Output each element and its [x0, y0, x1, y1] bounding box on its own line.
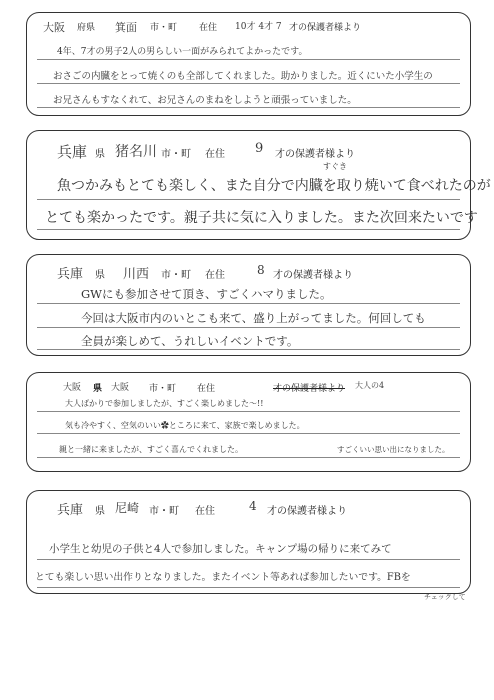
comment-line: すごくいい思い出になりました。 — [337, 445, 450, 454]
comment-line: 魚つかみもとても楽しく、また自分で内臓を取り焼いて食べれたのが — [57, 178, 491, 194]
prefecture-value: 大阪 — [43, 21, 65, 34]
feedback-card-3 — [26, 254, 471, 356]
comment-line: 気も冷やすく、空気のいい✿ところに来て、家族で楽しめました。 — [65, 421, 305, 430]
comment-line: とても楽しい思い出作りとなりました。またイベント等あれば参加したいです。FBを — [35, 572, 411, 583]
overflow-note: チェックして — [424, 593, 466, 601]
prefecture-value: 兵庫 — [57, 267, 84, 282]
line-rule — [37, 559, 460, 560]
city-value: 猪名川 — [115, 144, 157, 160]
city-value: 尼崎 — [115, 501, 140, 515]
comment-line: おさごの内臓をとって焼くのも全部してくれました。助かりました。近くにいた小学生の — [53, 71, 433, 82]
prefecture-label: 県 — [95, 149, 105, 160]
comment-line: 親と一緒に来ましたが、すごく喜んでくれました。 — [59, 445, 243, 454]
comment-line: GWにも参加させて頂き、すごくハマりました。 — [81, 287, 332, 301]
residence-label: 在住 — [205, 149, 225, 160]
line-rule — [37, 349, 460, 350]
residence-label: 在住 — [195, 506, 215, 517]
feedback-card-5 — [26, 490, 471, 594]
city-label: 市・町 — [150, 22, 178, 32]
comment-line: 4年、7才の男子2人の男らしい一面がみられてよかったです。 — [57, 47, 308, 57]
city-label: 市・町 — [149, 506, 179, 517]
comment-line: 小学生と幼児の子供と4人で参加しました。キャンプ場の帰りに来てみて — [49, 543, 392, 555]
card-header — [37, 141, 462, 159]
feedback-card-2 — [26, 130, 491, 240]
age-value: 9 — [255, 141, 264, 156]
residence-label: 在住 — [199, 22, 218, 32]
card-header — [37, 499, 462, 517]
guardian-label: 才の保護者様より — [289, 22, 362, 32]
guardian-label: 才の保護者様より — [267, 506, 347, 517]
residence-label: 在住 — [197, 383, 216, 393]
age-value: 8 — [257, 263, 265, 277]
line-rule — [37, 107, 460, 108]
feedback-card-4 — [26, 372, 471, 472]
card-header — [37, 379, 462, 397]
comment-line: とても楽かったです。親子共に気に入りました。また次回来たいです — [45, 210, 478, 226]
line-rule — [37, 199, 460, 200]
line-rule — [37, 59, 460, 60]
city-label: 市・町 — [161, 149, 191, 160]
feedback-card-1 — [26, 12, 471, 116]
line-rule — [37, 327, 460, 328]
age-value: 10才 4才 7 — [235, 22, 282, 32]
line-rule — [37, 303, 460, 304]
line-rule — [37, 411, 460, 412]
prefecture-label: 府県 — [77, 22, 96, 32]
line-rule — [37, 587, 460, 588]
prefecture-label: 県 — [95, 506, 105, 517]
guardian-label: 才の保護者様より — [273, 383, 346, 393]
comment-line: 大人ばかりで参加しましたが、すごく楽しめました〜!! — [65, 399, 264, 408]
prefecture-value: 大阪 — [63, 383, 82, 393]
prefecture-value: 兵庫 — [57, 143, 88, 161]
city-label: 市・町 — [149, 383, 177, 393]
age-value: 4 — [249, 499, 257, 513]
prefecture-value: 兵庫 — [57, 503, 84, 518]
city-value: 川西 — [123, 267, 150, 282]
prefecture-label: 県 — [95, 270, 105, 281]
line-rule — [37, 83, 460, 84]
prefecture-label: 県 — [93, 383, 103, 393]
residence-label: 在住 — [205, 270, 225, 281]
line-rule — [37, 457, 460, 458]
comment-line: お兄さんもすなくれて、お兄さんのまねをしようと頑張っていました。 — [53, 95, 357, 106]
city-value: 箕面 — [115, 21, 137, 34]
card-header — [37, 263, 462, 281]
comment-line: 今回は大阪市内のいとこも来て、盛り上がってました。何回しても — [81, 311, 426, 325]
note-value: 大人の4 — [355, 381, 385, 390]
guardian-label: 才の保護者様より — [273, 270, 353, 281]
guardian-label: 才の保護者様より — [275, 149, 355, 160]
line-rule — [37, 229, 460, 230]
city-value: 大阪 — [111, 383, 130, 393]
line-rule — [37, 433, 460, 434]
card-header — [37, 17, 462, 35]
comment-line: 全員が楽しめて、うれしいイベントです。 — [81, 334, 299, 348]
furigana-note: すぐき — [323, 162, 347, 171]
city-label: 市・町 — [161, 270, 191, 281]
